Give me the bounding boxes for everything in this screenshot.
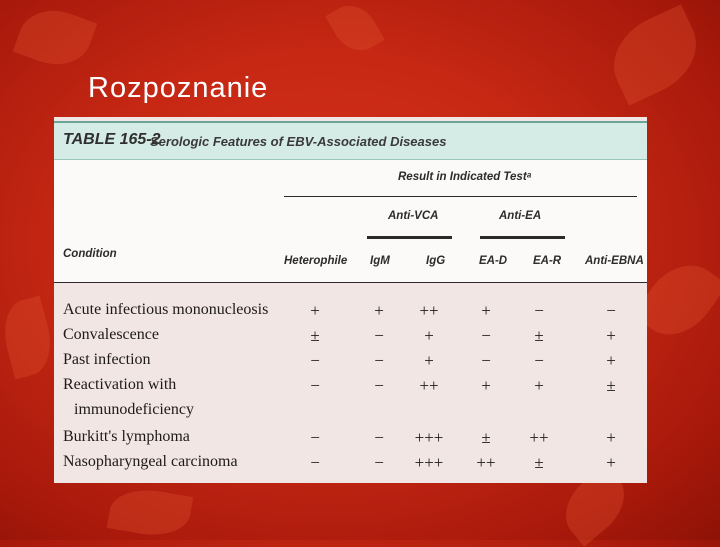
row-condition-continued: immunodeficiency (74, 401, 194, 418)
cell: − (310, 453, 320, 472)
result-label: Result in Indicated Testᵃ (398, 171, 532, 183)
cell: − (481, 351, 491, 370)
col-heterophile: Heterophile (284, 255, 348, 267)
vca-rule (367, 236, 452, 239)
background-leaf (325, 0, 385, 60)
row-condition: Reactivation with (63, 376, 177, 393)
cell: ++ (529, 428, 549, 447)
serology-table (54, 117, 647, 483)
table-header (54, 160, 647, 282)
cell: ± (534, 453, 544, 472)
ea-rule (480, 236, 565, 239)
table-title: Serologic Features of EBV-Associated Diseases (150, 134, 447, 149)
background-leaf (13, 0, 98, 75)
cell: + (606, 428, 616, 447)
cell: − (374, 428, 384, 447)
group-anti-vca: Anti-VCA (388, 210, 439, 222)
cell: ± (606, 376, 616, 395)
cell: +++ (414, 453, 444, 472)
cell: + (424, 351, 434, 370)
cell: + (534, 376, 544, 395)
row-condition: Burkitt's lymphoma (63, 428, 190, 445)
cell: + (310, 301, 320, 320)
row-condition: Nasopharyngeal carcinoma (63, 453, 238, 470)
cell: − (310, 376, 320, 395)
cell: − (481, 326, 491, 345)
cell: − (374, 326, 384, 345)
cell: + (606, 453, 616, 472)
cell: − (534, 301, 544, 320)
row-condition: Past infection (63, 351, 151, 368)
background-leaf (107, 483, 194, 541)
background-leaf (0, 295, 59, 379)
col-ea-d: EA-D (479, 255, 508, 267)
col-condition: Condition (63, 248, 117, 260)
cell: + (374, 301, 384, 320)
col-igm: IgM (370, 255, 390, 267)
col-igg: IgG (426, 255, 446, 267)
cell: ++ (476, 453, 496, 472)
cell: ± (310, 326, 320, 345)
cell: + (606, 326, 616, 345)
cell: ++ (419, 301, 439, 320)
cell: ++ (419, 376, 439, 395)
cell: + (481, 376, 491, 395)
cell: − (374, 351, 384, 370)
cell: − (606, 301, 616, 320)
cell: + (606, 351, 616, 370)
cell: − (534, 351, 544, 370)
cell: + (424, 326, 434, 345)
col-anti-ebna: Anti-EBNA (585, 255, 644, 267)
cell: ± (481, 428, 491, 447)
header-rule (284, 196, 637, 197)
col-ea-r: EA-R (533, 255, 562, 267)
background-leaf (599, 4, 710, 105)
cell: +++ (414, 428, 444, 447)
group-anti-ea: Anti-EA (499, 210, 542, 222)
slide-title: Rozpoznanie (88, 72, 269, 104)
cell: ± (534, 326, 544, 345)
row-condition: Acute infectious mononucleosis (63, 301, 269, 318)
header-bottom-rule (54, 282, 647, 283)
cell: − (374, 453, 384, 472)
cell: − (374, 376, 384, 395)
cell: − (310, 428, 320, 447)
cell: − (310, 351, 320, 370)
row-condition: Convalescence (63, 326, 159, 343)
table-caption (54, 121, 647, 160)
table-number: TABLE 165-2 (63, 131, 161, 148)
cell: + (481, 301, 491, 320)
